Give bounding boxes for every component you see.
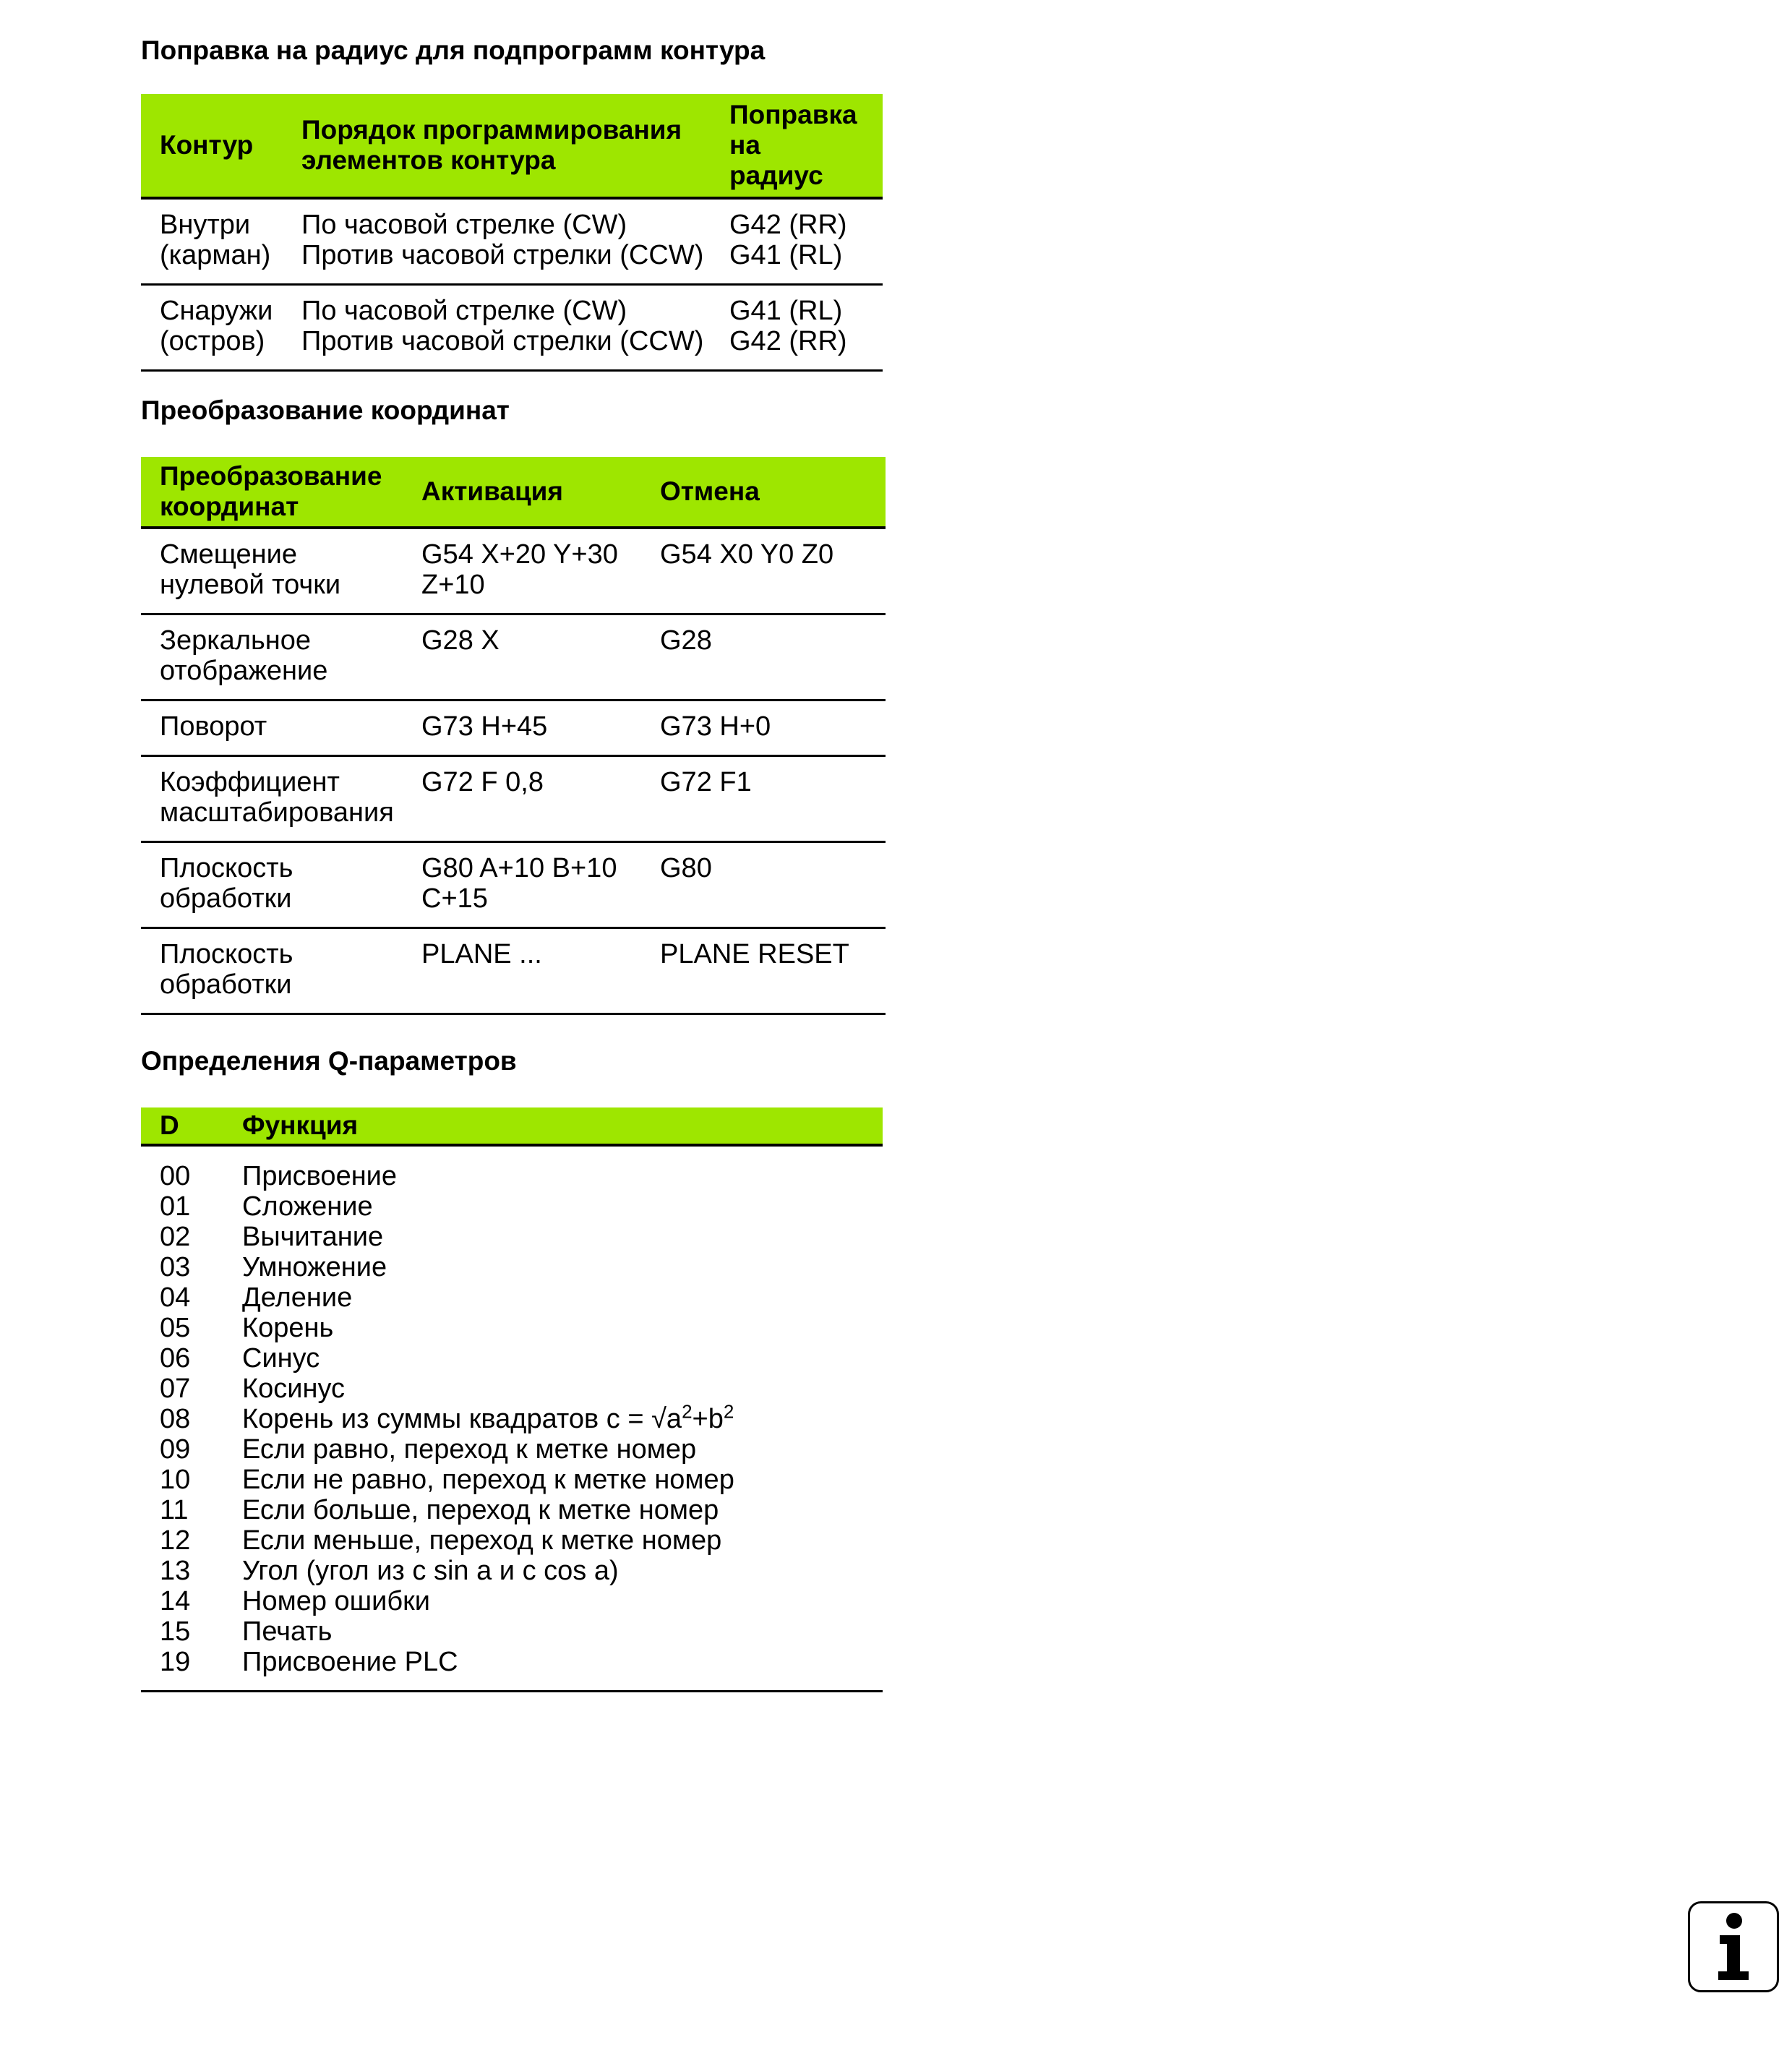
function-name: Вычитание xyxy=(242,1222,384,1252)
transformation-name-cell: Коэффициент масштабирования xyxy=(141,756,414,842)
d-code: 06 xyxy=(160,1343,191,1374)
transformation-name-cell: Смещение нулевой точки xyxy=(141,528,414,614)
function-name: Печать xyxy=(242,1616,333,1647)
d-code: 11 xyxy=(160,1495,189,1525)
radius-compensation-table xyxy=(141,94,883,372)
order-cell: По часовой стрелке (CW) Против часовой стрелки (CCW) xyxy=(294,198,722,285)
table-row xyxy=(141,842,886,928)
function-column xyxy=(235,1145,883,1692)
table-header-row xyxy=(141,457,886,528)
transformation-name-cell: Плоскость обработки xyxy=(141,842,414,928)
d-code: 14 xyxy=(160,1586,191,1616)
table-header-row xyxy=(141,1107,883,1145)
d-code: 01 xyxy=(160,1191,191,1222)
d-code: 12 xyxy=(160,1525,191,1556)
function-name: Косинус xyxy=(242,1374,346,1404)
coordinate-transformation-table xyxy=(141,457,886,1015)
transformation-name-cell: Плоскость обработки xyxy=(141,928,414,1014)
d-code: 10 xyxy=(160,1465,191,1495)
header-contour: Контур xyxy=(141,94,294,198)
function-name: Умножение xyxy=(242,1252,387,1282)
d-code: 02 xyxy=(160,1222,191,1252)
cancel-cell: G80 xyxy=(653,842,886,928)
compensation-cell: G42 (RR) G41 (RL) xyxy=(722,198,883,285)
d-code: 08 xyxy=(160,1404,191,1434)
d-code: 05 xyxy=(160,1313,191,1343)
cancel-cell: G54 X0 Y0 Z0 xyxy=(653,528,886,614)
table-header-row xyxy=(141,94,883,198)
function-name: Угол (угол из c sin a и c cos a) xyxy=(242,1556,619,1586)
function-name: Деление xyxy=(242,1282,353,1313)
activation-cell: PLANE ... xyxy=(414,928,653,1014)
table-row xyxy=(141,928,886,1014)
cancel-cell: G28 xyxy=(653,614,886,700)
function-name: Присвоение PLC xyxy=(242,1647,458,1677)
info-icon xyxy=(1688,1901,1779,1992)
contour-cell: Внутри (карман) xyxy=(141,198,294,285)
cancel-cell: PLANE RESET xyxy=(653,928,886,1014)
d-code-column xyxy=(141,1145,235,1692)
q-parameter-table xyxy=(141,1107,883,1692)
table-row xyxy=(141,198,883,285)
transformation-name-cell: Поворот xyxy=(141,700,414,756)
cancel-cell: G72 F1 xyxy=(653,756,886,842)
d-code: 04 xyxy=(160,1282,191,1313)
compensation-cell: G41 (RL) G42 (RR) xyxy=(722,285,883,371)
table-row xyxy=(141,285,883,371)
d-code: 03 xyxy=(160,1252,191,1282)
header-activation: Активация xyxy=(414,457,653,528)
function-name: Если не равно, переход к метке номер xyxy=(242,1465,734,1495)
activation-cell: G54 X+20 Y+30 Z+10 xyxy=(414,528,653,614)
d-code: 19 xyxy=(160,1647,191,1677)
section-title-q-parameters: Определения Q-параметров xyxy=(141,1046,517,1076)
header-function: Функция xyxy=(235,1107,883,1145)
function-name: Если меньше, переход к метке номер xyxy=(242,1525,722,1556)
header-cancel: Отмена xyxy=(653,457,886,528)
activation-cell: G80 A+10 B+10 C+15 xyxy=(414,842,653,928)
info-glyph xyxy=(1708,1912,1759,1981)
function-name-formula: Корень из суммы квадратов $c = √a^2+b^2$ xyxy=(242,1400,734,1434)
activation-cell: G72 F 0,8 xyxy=(414,756,653,842)
activation-cell: G28 X xyxy=(414,614,653,700)
function-name: Если равно, переход к метке номер xyxy=(242,1434,697,1465)
d-code: 15 xyxy=(160,1616,191,1647)
d-code: 09 xyxy=(160,1434,191,1465)
function-name: Корень xyxy=(242,1313,334,1343)
header-compensation: Поправка на радиус xyxy=(722,94,883,198)
function-name: Синус xyxy=(242,1343,320,1374)
table-row xyxy=(141,756,886,842)
table-row xyxy=(141,614,886,700)
section-title-radius-compensation: Поправка на радиус для подпрограмм контура xyxy=(141,35,766,65)
table-row xyxy=(141,1145,883,1692)
d-code: 07 xyxy=(160,1374,191,1404)
table-row xyxy=(141,528,886,614)
header-order: Порядок программирования элементов контура xyxy=(294,94,722,198)
function-name: Если больше, переход к метке номер xyxy=(242,1495,719,1525)
function-name: Сложение xyxy=(242,1191,373,1222)
contour-cell: Снаружи (остров) xyxy=(141,285,294,371)
header-transformation: Преобразование координат xyxy=(141,457,414,528)
d-code: 13 xyxy=(160,1556,191,1586)
cancel-cell: G73 H+0 xyxy=(653,700,886,756)
function-name: Присвоение xyxy=(242,1161,398,1191)
order-cell: По часовой стрелке (CW) Против часовой стрелки (CCW) xyxy=(294,285,722,371)
activation-cell: G73 H+45 xyxy=(414,700,653,756)
header-d: D xyxy=(141,1107,235,1145)
transformation-name-cell: Зеркальное отображение xyxy=(141,614,414,700)
section-title-coordinate-transformation: Преобразование координат xyxy=(141,395,510,425)
d-code: 00 xyxy=(160,1161,191,1191)
table-row xyxy=(141,700,886,756)
function-name: Номер ошибки xyxy=(242,1586,430,1616)
